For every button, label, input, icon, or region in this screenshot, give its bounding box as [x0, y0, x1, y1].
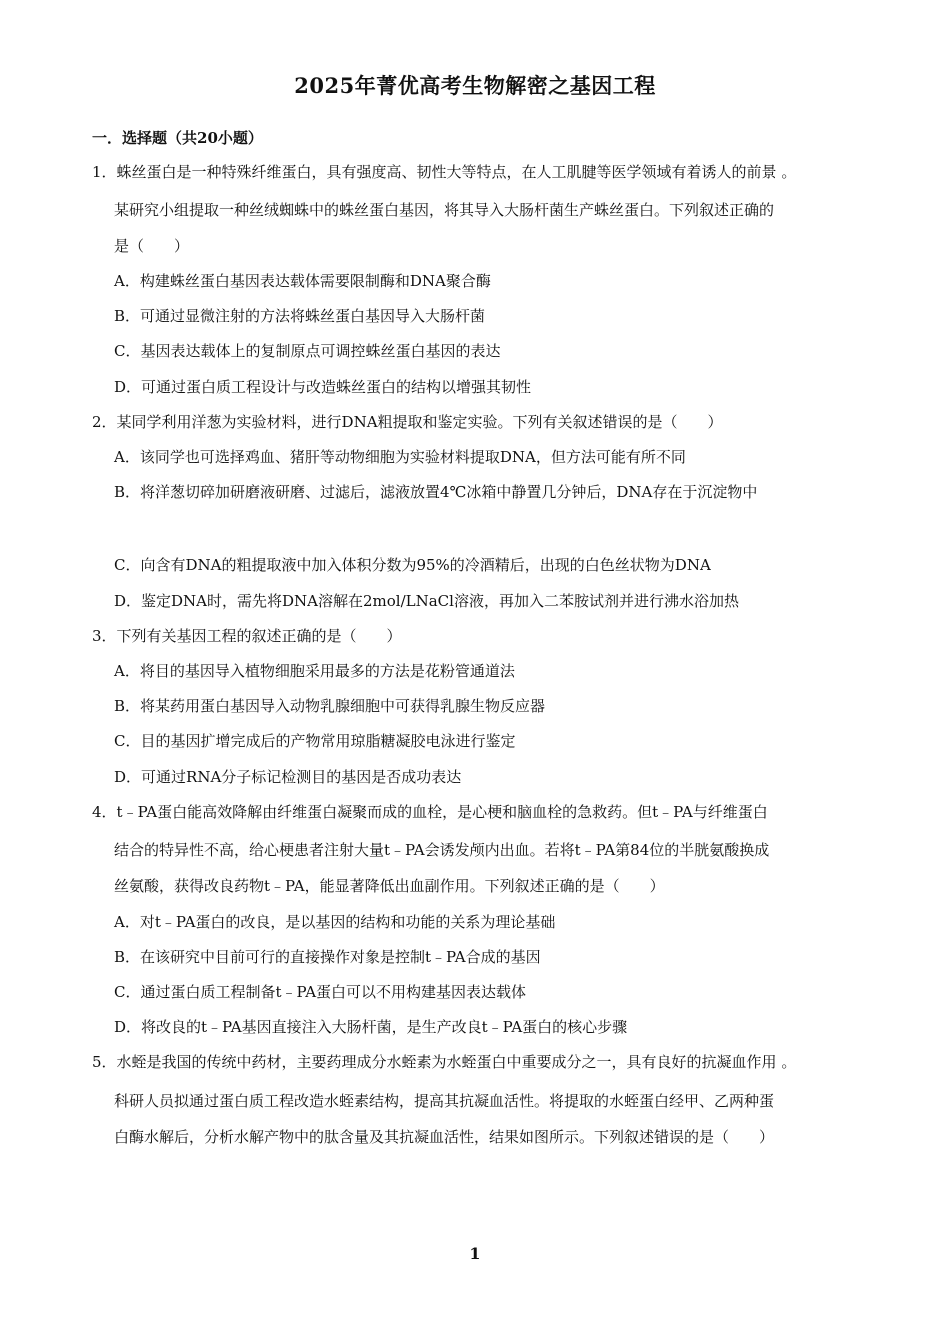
question-3-number: 3． [92, 627, 117, 645]
question-3-option-d: D．可通过RNA分子标记检测目的基因是否成功表达 [114, 768, 462, 786]
question-2-option-a: A．该同学也可选择鸡血、猪肝等动物细胞为实验材料提取DNA，但方法可能有所不同 [114, 448, 686, 466]
question-1-stem-line-1: 1．蛛丝蛋白是一种特殊纤维蛋白，具有强度高、韧性大等特点，在人工肌腱等医学领域有着诱人的前景 。 [92, 163, 797, 181]
question-4-option-d: D．将改良的t﹣PA基因直接注入大肠杆菌，是生产改良t﹣PA蛋白的核心步骤 [114, 1018, 628, 1036]
question-1-option-a: A．构建蛛丝蛋白基因表达载体需要限制酶和DNA聚合酶 [114, 272, 491, 290]
question-1-option-d: D．可通过蛋白质工程设计与改造蛛丝蛋白的结构以增强其韧性 [114, 378, 532, 396]
question-3-option-b: B．将某药用蛋白基因导入动物乳腺细胞中可获得乳腺生物反应器 [114, 697, 546, 715]
question-5-stem-line-3: 白酶水解后，分析水解产物中的肽含量及其抗凝血活性，结果如图所示。下列叙述错误的是（ ） [114, 1128, 775, 1146]
document-title: 2025年菁优高考生物解密之基因工程 [294, 73, 656, 98]
question-4-stem-line-3: 丝氨酸，获得改良药物t﹣PA，能显著降低出血副作用。下列叙述正确的是（ ） [114, 877, 665, 895]
question-2-stem-line-1: 2．某同学利用洋葱为实验材料，进行DNA粗提取和鉴定实验。下列有关叙述错误的是（ ） [92, 413, 723, 431]
question-2-option-c: C．向含有DNA的粗提取液中加入体积分数为95%的冷酒精后，出现的白色丝状物为DNA [114, 556, 711, 574]
question-1-option-c: C．基因表达载体上的复制原点可调控蛛丝蛋白基因的表达 [114, 342, 501, 360]
question-2-number: 2． [92, 413, 117, 431]
question-4-option-a: A．对t﹣PA蛋白的改良，是以基因的结构和功能的关系为理论基础 [114, 913, 556, 931]
question-3-option-a: A．将目的基因导入植物细胞采用最多的方法是花粉管通道法 [114, 662, 515, 680]
question-5-stem-line-2: 科研人员拟通过蛋白质工程改造水蛭素结构，提高其抗凝血活性。将提取的水蛭蛋白经甲、乙两种蛋 [114, 1092, 775, 1110]
question-1-option-b: B．可通过显微注射的方法将蛛丝蛋白基因导入大肠杆菌 [114, 307, 486, 325]
question-4-option-c: C．通过蛋白质工程制备t﹣PA蛋白可以不用构建基因表达载体 [114, 983, 527, 1001]
section-heading: 一．选择题（共20小题） [92, 129, 263, 147]
question-4-number: 4． [92, 803, 117, 821]
page-number: 1 [469, 1244, 481, 1263]
question-5-stem-line-1: 5．水蛭是我国的传统中药材，主要药理成分水蛭素为水蛭蛋白中重要成分之一，具有良好的抗凝血作用 。 [92, 1053, 797, 1071]
question-4-option-b: B．在该研究中目前可行的直接操作对象是控制t﹣PA合成的基因 [114, 948, 541, 966]
question-1-number: 1． [92, 163, 117, 181]
question-5-number: 5． [92, 1053, 117, 1071]
question-1-stem-line-3: 是（ ） [114, 237, 190, 255]
question-1-stem-line-2: 某研究小组提取一种丝绒蜘蛛中的蛛丝蛋白基因，将其导入大肠杆菌生产蛛丝蛋白。下列叙述正确的 [114, 201, 775, 219]
question-2-option-d: D．鉴定DNA时，需先将DNA溶解在2mol/LNaCl溶液，再加入二苯胺试剂并进行沸水浴加热 [114, 592, 739, 610]
question-3-stem-line-1: 3．下列有关基因工程的叙述正确的是（ ） [92, 627, 402, 645]
question-4-stem-line-2: 结合的特异性不高，给心梗患者注射大量t﹣PA会诱发颅内出血。若将t﹣PA第84位的半胱氨酸换成 [114, 841, 770, 859]
question-2-option-b: B．将洋葱切碎加研磨液研磨、过滤后，滤液放置4℃冰箱中静置几分钟后，DNA存在于沉淀物中 [114, 483, 758, 501]
question-4-stem-line-1: 4．t﹣PA蛋白能高效降解由纤维蛋白凝聚而成的血栓，是心梗和脑血栓的急救药。但t﹣PA与纤维蛋白 [92, 803, 768, 821]
question-3-option-c: C．目的基因扩增完成后的产物常用琼脂糖凝胶电泳进行鉴定 [114, 732, 516, 750]
